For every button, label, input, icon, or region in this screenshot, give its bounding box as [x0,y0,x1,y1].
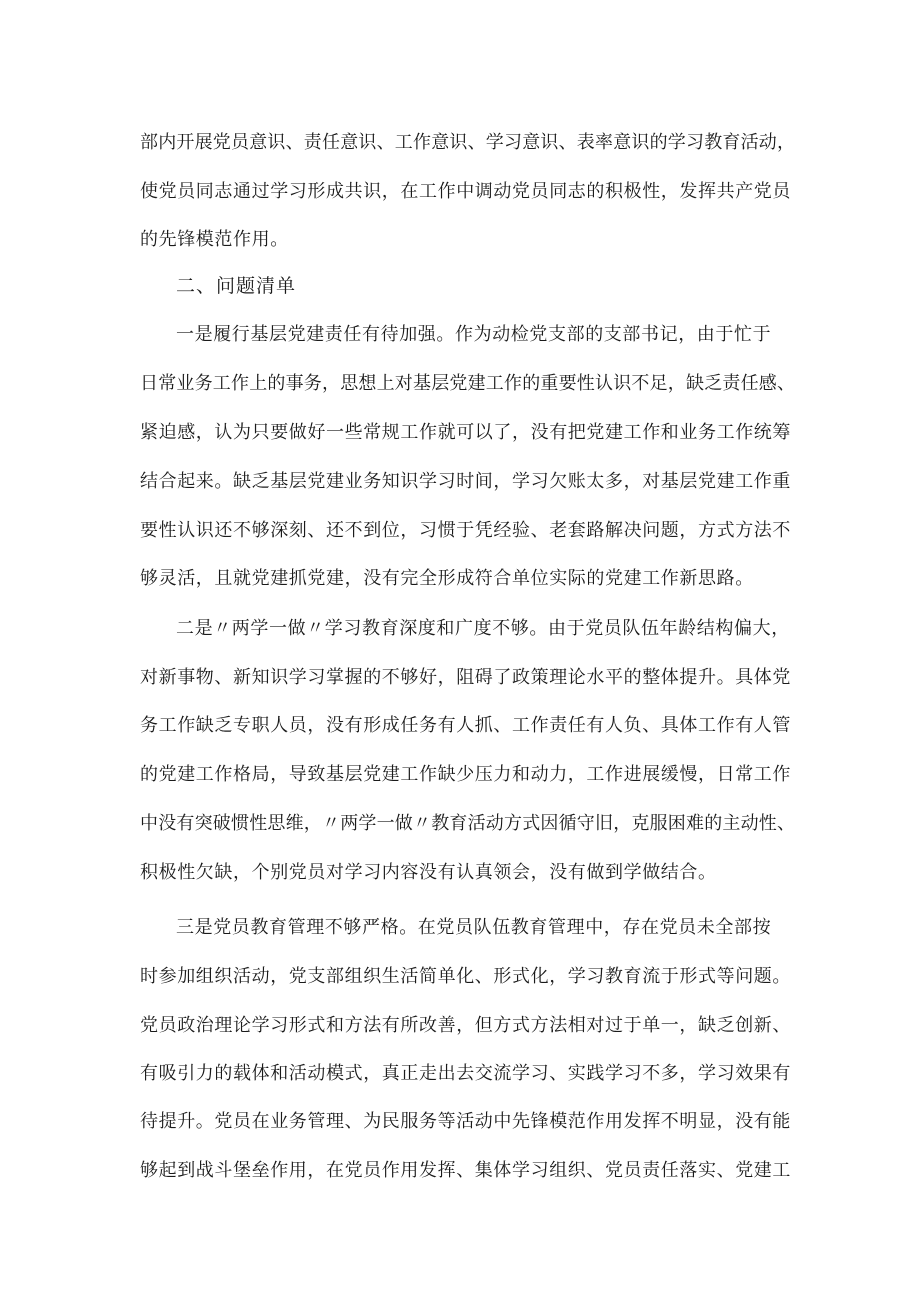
paragraph-line: 一是履行基层党建责任有待加强。作为动检党支部的支部书记，由于忙于 [176,324,772,345]
paragraph-line: 部内开展党员意识、责任意识、工作意识、学习意识、表率意识的学习教育活动， [140,132,796,153]
paragraph-line: 党员政治理论学习形式和方法有所改善，但方式方法相对过于单一，缺乏创新、 [140,1015,791,1036]
paragraph-line: 要性认识还不够深刻、还不到位，习惯于凭经验、老套路解决问题，方式方法不 [140,520,791,541]
paragraph-line: 务工作缺乏专职人员，没有形成任务有人抓、工作责任有人负、具体工作有人管 [140,715,791,736]
paragraph-line: 二是〃两学一做〃学习教育深度和广度不够。由于党员队伍年龄结构偏大， [176,618,790,639]
paragraph-line: 有吸引力的载体和活动模式，真正走出去交流学习、实践学习不多，学习效果有 [140,1063,791,1084]
paragraph-line: 对新事物、新知识学习掌握的不够好，阻碍了政策理论水平的整体提升。具体党 [140,667,791,688]
paragraph-line: 紧迫感，认为只要做好一些常规工作就可以了，没有把党建工作和业务工作统筹 [140,422,791,443]
paragraph-line: 结合起来。缺乏基层党建业务知识学习时间，学习欠账太多，对基层党建工作重 [140,471,791,492]
paragraph-line: 的先锋模范作用。 [140,229,289,250]
paragraph-line: 时参加组织活动，党支部组织生活简单化、形式化，学习教育流于形式等问题。 [140,966,791,987]
document-body [140,0,800,1301]
paragraph-line: 待提升。党员在业务管理、为民服务等活动中先锋模范作用发挥不明显，没有能 [140,1111,791,1132]
paragraph-line: 使党员同志通过学习形成共识，在工作中调动党员同志的积极性，发挥共产党员 [140,181,791,202]
paragraph-line: 日常业务工作上的事务，思想上对基层党建工作的重要性认识不足，缺乏责任感、 [140,373,796,394]
paragraph-line: 中没有突破惯性思维，〃两学一做〃教育活动方式因循守旧，克服困难的主动性、 [140,813,796,834]
section-heading: 二、问题清单 [176,275,297,297]
paragraph-line: 的党建工作格局，导致基层党建工作缺少压力和动力，工作进展缓慢，日常工作 [140,764,791,785]
paragraph-line: 够灵活，且就党建抓党建，没有完全形成符合单位实际的党建工作新思路。 [140,568,754,589]
paragraph-line: 够起到战斗堡垒作用，在党员作用发挥、集体学习组织、党员责任落实、党建工 [140,1160,791,1181]
paragraph-line: 三是党员教育管理不够严格。在党员队伍教育管理中，存在党员未全部按 [176,917,772,938]
paragraph-line: 积极性欠缺，个别党员对学习内容没有认真领会，没有做到学做结合。 [140,862,717,883]
